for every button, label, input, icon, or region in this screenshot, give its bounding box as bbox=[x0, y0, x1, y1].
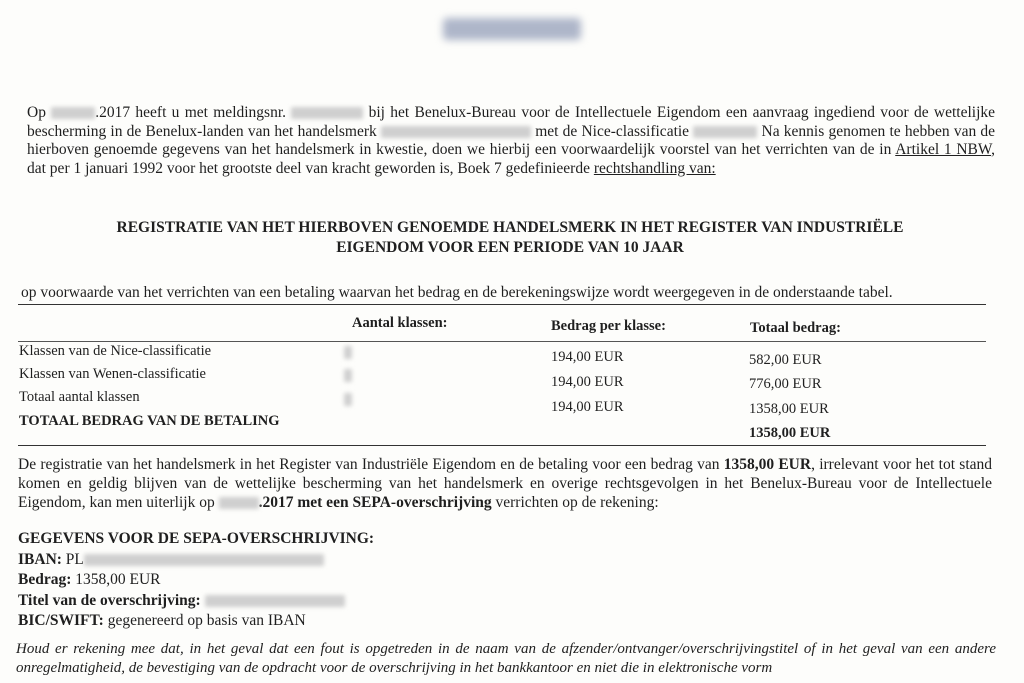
redacted-header bbox=[443, 18, 581, 40]
amount-label: Bedrag: bbox=[18, 571, 72, 588]
iban-label: IBAN: bbox=[18, 550, 62, 568]
heading-line: EIGENDOM VOOR EEN PERIODE VAN 10 JAAR bbox=[336, 239, 684, 256]
redacted-classification bbox=[693, 126, 757, 138]
payment-text: De registratie van het handelsmerk in het Register van Industriële Eigendom en de betaling voor een bedrag van bbox=[18, 456, 720, 473]
section-heading bbox=[60, 218, 960, 258]
table-bottom-rule bbox=[18, 445, 986, 446]
heading-line: REGISTRATIE VAN HET HIERBOVEN GENOEMDE HANDELSMERK IN HET REGISTER VAN INDUSTRIËLE bbox=[116, 219, 904, 236]
article-reference: Artikel 1 NBW bbox=[895, 141, 992, 158]
bic-label: BIC/SWIFT: bbox=[18, 612, 104, 629]
grand-total-label: TOTAAL BEDRAG VAN DE BETALING bbox=[19, 413, 280, 429]
sepa-details bbox=[18, 529, 618, 632]
intro-text: bij het Benelux-Bureau voor de Intellectuele Eigendom een aanvraag ingediend voor de wettelijke bescherming in de Benelux-landen van het handelsmerk bbox=[27, 104, 996, 140]
col-header-count: Aantal klassen: bbox=[352, 315, 448, 331]
transfer-title-line bbox=[18, 591, 618, 612]
table-cell-total: 776,00 EUR bbox=[749, 376, 822, 392]
iban-value: PL bbox=[65, 550, 84, 568]
intro-text: Op bbox=[27, 104, 46, 121]
intro-text: rechtshandling van: bbox=[593, 159, 716, 177]
redacted-count bbox=[344, 393, 352, 406]
bic-line bbox=[18, 611, 618, 632]
payment-paragraph bbox=[18, 455, 992, 512]
intro-text: .2017 heeft u met meldingsnr. bbox=[95, 104, 287, 121]
intro-paragraph bbox=[27, 104, 995, 178]
redacted-count bbox=[344, 369, 352, 382]
table-top-rule bbox=[18, 304, 986, 305]
redacted-filing-number bbox=[291, 107, 363, 119]
redacted-transfer-title bbox=[205, 595, 345, 607]
table-cell-total: 582,00 EUR bbox=[749, 352, 822, 368]
payment-text: verrichten op de rekening: bbox=[495, 494, 659, 511]
table-cell-per-class: 194,00 EUR bbox=[551, 399, 624, 415]
redacted-count bbox=[344, 346, 352, 359]
table-cell-per-class: 194,00 EUR bbox=[551, 374, 624, 390]
condition-text: op voorwaarde van het verrichten van een betaling waarvan het bedrag en de berekeningswijze wordt weergegeven in de onderstaande tabel. bbox=[21, 284, 893, 301]
intro-text: met de Nice-classificatie bbox=[535, 122, 690, 140]
redacted-deadline bbox=[219, 497, 259, 509]
table-row-label: Klassen van de Nice-classificatie bbox=[19, 343, 212, 359]
intro-text: , dat per 1 januari 1992 voor het grootste deel van kracht geworden is, Boek 7 gedefinieerde bbox=[27, 141, 995, 177]
amount-value: 1358,00 EUR bbox=[75, 571, 161, 588]
col-header-total: Totaal bedrag: bbox=[750, 320, 841, 336]
footnote: Houd er rekening mee dat, in het geval dat een fout is opgetreden in de naam van de afzender/ontvanger/overschrijvingstitel of in het geval van een andere onregelmatigheid, de bevestiging van de opdracht voor de overschrijving in het bankkantoor en niet die in elektronische vorm bbox=[16, 641, 996, 676]
payment-deadline: .2017 met een SEPA-overschrijving bbox=[258, 494, 492, 511]
table-row-label: Klassen van Wenen-classificatie bbox=[19, 366, 206, 382]
transfer-title-label: Titel van de overschrijving: bbox=[18, 591, 201, 609]
sepa-title: GEGEVENS VOOR DE SEPA-OVERSCHRIJVING: bbox=[18, 530, 375, 547]
table-cell-total: 1358,00 EUR bbox=[749, 401, 829, 417]
grand-total-value: 1358,00 EUR bbox=[749, 425, 831, 441]
table-cell-per-class: 194,00 EUR bbox=[551, 349, 624, 365]
redacted-trademark bbox=[381, 126, 531, 138]
redacted-date bbox=[51, 107, 95, 119]
redacted-iban bbox=[84, 554, 324, 566]
intro-text: Na kennis genomen te hebben van de hierboven genoemde gegevens van het handelsmerk in kwestie, doen we hierbij een voorwaardelijk voorstel van het verrichten van de in bbox=[27, 122, 996, 158]
col-header-per-class: Bedrag per klasse: bbox=[551, 318, 666, 334]
payment-amount: 1358,00 EUR bbox=[723, 456, 812, 473]
iban-line bbox=[18, 550, 618, 571]
table-row-label: Totaal aantal klassen bbox=[19, 389, 140, 405]
payment-text: , irrelevant voor het tot stand komen en geldig blijven van de wettelijke bescherming van het handelsmerk en overige rechtsgevolgen in het Benelux-Bureau voor de Intellectuele Eigendom, kan men uiterlijk op bbox=[18, 456, 993, 511]
bic-value: gegenereerd op basis van IBAN bbox=[107, 612, 306, 629]
amount-line bbox=[18, 570, 618, 591]
